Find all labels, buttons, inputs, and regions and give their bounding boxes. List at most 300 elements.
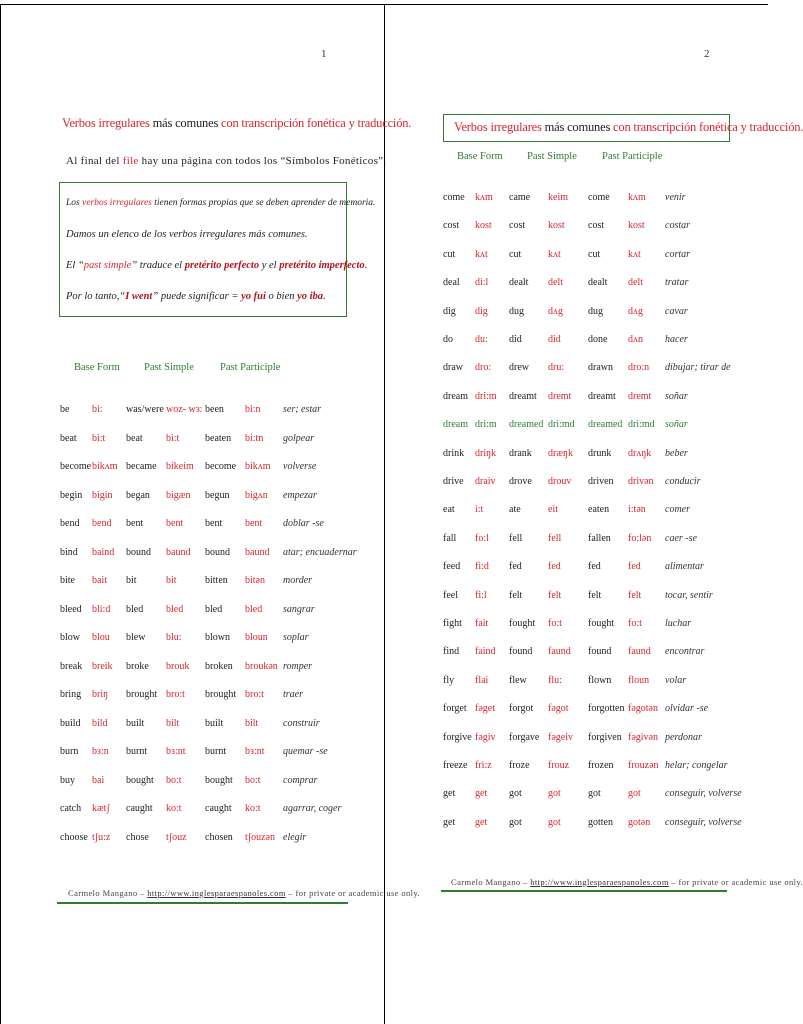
pp-phonetic: kʌt (628, 248, 641, 260)
past-simple: fought (509, 618, 536, 629)
title-red-part: Verbos irregulares (62, 116, 150, 130)
past-simple: cost (509, 220, 526, 232)
past-participle: come (588, 192, 610, 203)
footer-rule (441, 890, 727, 892)
past-participle: broken (205, 660, 233, 672)
note-text: ” traduce el (131, 260, 185, 271)
page-title (62, 116, 411, 131)
translation: tocar, sentir (665, 589, 713, 601)
base-phonetic: blou (92, 632, 110, 643)
translation: soplar (283, 632, 309, 643)
past-simple: drank (509, 447, 532, 459)
past-simple: broke (126, 660, 149, 672)
base-form: bind (60, 546, 78, 558)
past-phonetic: keim (548, 192, 568, 203)
past-participle: eaten (588, 504, 610, 516)
past-participle: gotten (588, 816, 613, 828)
pp-phonetic: drivən (628, 476, 654, 487)
base-form: break (60, 660, 83, 672)
base-form: deal (443, 277, 460, 289)
base-form: bend (60, 518, 80, 529)
note-line-2 (66, 229, 308, 240)
base-form: feel (443, 589, 458, 601)
pp-phonetic: fed (628, 561, 641, 573)
past-participle: burnt (205, 746, 227, 757)
base-phonetic: bз:n (92, 746, 109, 757)
title-black-part: más comunes (541, 120, 614, 134)
pp-phonetic: got (628, 788, 641, 800)
table-row (386, 675, 766, 691)
past-participle: dug (588, 305, 603, 317)
translation: romper (283, 660, 313, 672)
table-row (386, 249, 766, 265)
base-form: do (443, 334, 453, 345)
base-phonetic: get (475, 788, 488, 800)
table-row (2, 746, 383, 762)
table-row (386, 476, 766, 492)
past-participle: become (205, 461, 237, 472)
pp-phonetic: ko:t (245, 803, 261, 814)
past-simple: forgave (509, 731, 540, 743)
pp-phonetic: bikʌm (245, 461, 271, 472)
past-phonetic: drouv (548, 476, 572, 487)
past-phonetic: kʌt (548, 248, 561, 260)
translation: sangrar (283, 603, 315, 615)
base-form: drive (443, 476, 464, 487)
past-participle: drunk (588, 447, 612, 459)
past-phonetic: got (548, 816, 561, 828)
note-text: . (364, 260, 368, 271)
table-row (2, 575, 383, 591)
past-phonetic: fəgeiv (548, 731, 573, 743)
table-row (2, 832, 383, 848)
base-form: build (60, 717, 81, 729)
table-row (2, 433, 383, 449)
base-phonetic: kʌt (475, 248, 488, 260)
table-row (386, 732, 766, 748)
past-simple: froze (509, 760, 530, 771)
pp-phonetic: bo:t (245, 774, 261, 786)
base-form: draw (443, 362, 463, 374)
page-title (454, 120, 803, 135)
base-phonetic: briŋ (92, 689, 109, 700)
base-phonetic: bli:d (92, 603, 111, 615)
base-phonetic: dig (475, 305, 488, 317)
base-phonetic: bigin (92, 489, 113, 501)
translation: comprar (283, 774, 318, 786)
past-phonetic: fell (548, 532, 562, 544)
translation: olvidar -se (665, 703, 709, 715)
note-line-1 (66, 198, 375, 208)
base-phonetic: dri:m (475, 419, 497, 431)
base-phonetic: dro: (475, 362, 492, 374)
past-phonetic: baund (166, 546, 191, 558)
past-simple: found (509, 646, 533, 658)
past-phonetic: tʃouz (166, 831, 187, 843)
translation: venir (665, 192, 686, 203)
note-red-text: past simple (83, 260, 132, 271)
translation: empezar (283, 489, 317, 501)
base-form: get (443, 788, 456, 800)
past-phonetic: bit (166, 575, 177, 586)
past-participle: drawn (588, 362, 613, 374)
pp-phonetic: dri:md (628, 419, 655, 431)
note-text: El “ (66, 260, 84, 271)
table-row (2, 518, 383, 534)
past-participle: begun (205, 489, 230, 501)
base-form: come (443, 192, 465, 203)
past-phonetic: dræŋk (548, 447, 573, 459)
base-phonetic: fəget (475, 703, 495, 715)
table-row (2, 718, 383, 734)
table-row (386, 504, 766, 520)
base-form: become (60, 461, 92, 472)
translation: caer -se (665, 532, 697, 544)
table-row (2, 632, 383, 648)
base-form: cut (443, 248, 456, 260)
translation: elegir (283, 831, 307, 843)
pp-phonetic: broukən (245, 660, 278, 672)
pp-phonetic: i:tən (628, 504, 646, 516)
past-participle: fed (588, 561, 601, 573)
past-simple: drew (509, 362, 529, 374)
past-simple: dreamt (509, 390, 537, 402)
pp-phonetic: bi:tn (245, 432, 264, 444)
base-phonetic: du: (475, 334, 488, 345)
past-simple: came (509, 192, 531, 203)
pp-phonetic: dro:n (628, 362, 650, 374)
base-phonetic: baind (92, 546, 115, 558)
past-phonetic: flu: (548, 674, 562, 686)
past-participle: built (205, 717, 224, 729)
base-form: catch (60, 803, 82, 814)
past-simple: bit (126, 575, 137, 586)
base-phonetic: driŋk (475, 447, 497, 459)
past-simple: burnt (126, 746, 148, 757)
table-row (2, 404, 383, 420)
past-simple: began (126, 489, 150, 501)
translation: quemar -se (283, 746, 328, 757)
past-simple: dealt (509, 277, 529, 289)
pp-phonetic: frouzən (628, 760, 659, 771)
translation: golpear (283, 432, 315, 444)
translation: tratar (665, 277, 689, 289)
table-row (386, 646, 766, 662)
table-row (386, 618, 766, 634)
frame-left (0, 4, 1, 1024)
header-past-participle: Past Participle (602, 151, 663, 162)
past-participle: flown (588, 674, 612, 686)
pp-phonetic: dʌg (628, 305, 643, 317)
footer-author: Carmelo Mangano – (451, 877, 531, 887)
title-red-part: Verbos irregulares (454, 120, 542, 134)
subtitle (66, 155, 386, 167)
past-simple: dreamed (509, 419, 544, 431)
past-simple: built (126, 717, 145, 729)
footer-notice: – for private or academic use only. (285, 888, 421, 898)
base-phonetic: tʃu:z (92, 831, 111, 843)
past-simple: forgot (509, 703, 534, 715)
base-phonetic: flai (475, 674, 489, 686)
past-simple: fell (509, 532, 523, 544)
past-participle: dreamed (588, 419, 623, 431)
note-text: y el (259, 260, 280, 271)
base-phonetic: bikʌm (92, 461, 118, 472)
table-row (386, 561, 766, 577)
past-phonetic: bled (166, 603, 184, 615)
pp-phonetic: fo:lən (628, 532, 652, 544)
note-text: Los (66, 198, 83, 208)
past-simple: bled (126, 603, 144, 615)
table-row (2, 661, 383, 677)
pp-phonetic: fəgotən (628, 703, 658, 715)
base-phonetic: dri:m (475, 390, 497, 402)
pp-phonetic: drʌŋk (628, 447, 652, 459)
note-bold-text: pretérito perfecto (184, 260, 260, 271)
base-phonetic: faind (475, 646, 496, 658)
title-red-part-2: con transcripción fonética y traducción. (221, 116, 412, 130)
header-base-form: Base Form (457, 151, 503, 162)
pp-phonetic: fo:t (628, 618, 642, 629)
base-phonetic: fəgiv (475, 731, 496, 743)
pp-phonetic: dʌn (628, 334, 643, 345)
table-row (2, 775, 383, 791)
translation: dibujar; tirar de (665, 362, 731, 374)
pp-phonetic: bro:t (245, 689, 264, 700)
footer-notice: – for private or academic use only. (668, 877, 803, 887)
past-phonetic: bent (166, 518, 184, 529)
subtitle-pre: Al final del (66, 155, 123, 167)
base-form: eat (443, 504, 455, 516)
past-simple: bought (126, 774, 154, 786)
note-line-3 (66, 260, 367, 271)
past-participle: fallen (588, 532, 611, 544)
pp-phonetic: bled (245, 603, 263, 615)
past-phonetic: fed (548, 561, 561, 573)
past-simple: caught (126, 803, 153, 814)
past-simple: did (509, 334, 522, 345)
page-number: 1 (321, 48, 327, 60)
table-row (386, 703, 766, 719)
past-participle: dreamt (588, 390, 616, 402)
past-participle: bent (205, 518, 223, 529)
base-phonetic: bi: (92, 404, 103, 415)
translation: comer (665, 504, 690, 516)
translation: perdonar (665, 731, 702, 743)
header-past-simple: Past Simple (144, 362, 194, 373)
past-participle: felt (588, 589, 602, 601)
past-phonetic: bro:t (166, 689, 185, 700)
past-phonetic: got (548, 788, 561, 800)
base-form: dream (443, 390, 468, 402)
note-text: tienen formas propias que se deben aprender de memoria. (151, 198, 376, 208)
past-simple: beat (126, 432, 143, 444)
past-simple: got (509, 788, 522, 800)
past-phonetic: faund (548, 646, 571, 658)
base-form: beat (60, 432, 77, 444)
pp-phonetic: floun (628, 674, 650, 686)
pp-phonetic: kost (628, 220, 645, 232)
table-row (386, 362, 766, 378)
base-form: fly (443, 674, 455, 686)
subtitle-post: hay una página con todos los “Símbolos Fonéticos”. (138, 155, 387, 167)
table-row (2, 689, 383, 705)
base-phonetic: fri:z (475, 760, 492, 771)
past-phonetic: fo:t (548, 618, 562, 629)
past-phonetic: frouz (548, 760, 570, 771)
past-participle: got (588, 788, 601, 800)
table-row (386, 448, 766, 464)
table-row (386, 391, 766, 407)
base-form: cost (443, 220, 460, 232)
past-participle: chosen (205, 831, 233, 843)
base-form: blow (60, 632, 80, 643)
past-simple: blew (126, 632, 146, 643)
title-box (443, 114, 803, 142)
translation: hacer (665, 334, 688, 345)
translation: soñar (665, 390, 688, 402)
translation: traer (283, 689, 303, 700)
past-participle: forgiven (588, 731, 622, 743)
page-number: 2 (704, 48, 710, 60)
base-form: fight (443, 618, 462, 629)
past-participle: bound (205, 546, 230, 558)
translation: doblar -se (283, 518, 324, 529)
past-participle: cost (588, 220, 605, 232)
past-phonetic: felt (548, 589, 562, 601)
note-box (59, 182, 376, 317)
base-phonetic: kætʃ (92, 803, 110, 814)
note-red-text: verbos irregulares (82, 198, 152, 208)
pp-phonetic: kʌm (628, 192, 646, 203)
base-phonetic: bild (92, 717, 108, 729)
past-participle: driven (588, 476, 614, 487)
past-simple: drove (509, 476, 532, 487)
base-form: choose (60, 831, 88, 843)
pp-phonetic: baund (245, 546, 270, 558)
base-phonetic: di:l (475, 277, 489, 289)
note-bold-text: yo iba (297, 291, 324, 302)
past-participle: bled (205, 603, 223, 615)
note-line-4 (66, 291, 326, 302)
pp-phonetic: bigʌn (245, 489, 268, 501)
base-form: be (60, 404, 70, 415)
past-phonetic: fəgot (548, 703, 569, 715)
note-text: ” puede significar = (152, 291, 242, 302)
base-form: drink (443, 447, 465, 459)
past-participle: found (588, 646, 612, 658)
past-simple: flew (509, 674, 527, 686)
base-form: bite (60, 575, 75, 586)
base-phonetic: fait (475, 618, 489, 629)
page-2 (386, 4, 803, 1022)
base-form: buy (60, 774, 75, 786)
past-phonetic: kost (548, 220, 565, 232)
past-phonetic: bo:t (166, 774, 182, 786)
pp-phonetic: fəgivən (628, 731, 658, 743)
past-simple: ate (509, 504, 521, 516)
base-form: forgive (443, 731, 472, 743)
past-participle: bought (205, 774, 233, 786)
past-simple: dug (509, 305, 524, 317)
past-participle: dealt (588, 277, 608, 289)
table-row (386, 334, 766, 350)
base-phonetic: bend (92, 518, 112, 529)
past-simple: got (509, 816, 522, 828)
table-row (2, 490, 383, 506)
translation: construir (283, 717, 320, 729)
translation: cavar (665, 305, 688, 317)
translation: morder (283, 575, 313, 586)
base-phonetic: bait (92, 575, 107, 586)
past-phonetic: dru: (548, 362, 565, 374)
past-participle: fought (588, 618, 615, 629)
table-row (386, 817, 766, 833)
base-phonetic: fo:l (475, 532, 489, 544)
note-text: o bien (265, 291, 298, 302)
translation: alimentar (665, 561, 704, 573)
pp-phonetic: bi:n (245, 404, 261, 415)
footer-link[interactable]: http://www.inglesparaespanoles.com (147, 888, 286, 898)
pp-phonetic: dremt (628, 390, 652, 402)
translation: luchar (665, 618, 692, 629)
footer (451, 877, 803, 887)
past-phonetic: dʌg (548, 305, 563, 317)
table-row (386, 192, 766, 208)
base-form: dig (443, 305, 456, 317)
table-row (386, 419, 766, 435)
note-text: . (323, 291, 326, 302)
page-1 (2, 4, 421, 1022)
pp-phonetic: faund (628, 646, 651, 658)
base-form: find (443, 646, 460, 658)
table-row (2, 604, 383, 620)
table-row (2, 547, 383, 563)
base-phonetic: fi:l (475, 589, 487, 601)
past-simple: felt (509, 589, 523, 601)
base-phonetic: kʌm (475, 192, 493, 203)
base-form: bring (60, 689, 82, 700)
base-form: get (443, 816, 456, 828)
past-phonetic: bilt (166, 717, 180, 729)
translation: costar (665, 220, 690, 232)
past-phonetic: bigæn (166, 489, 191, 501)
table-row (2, 461, 383, 477)
past-participle: blown (205, 632, 230, 643)
footer (68, 888, 420, 898)
title-red-part-2: con transcripción fonética y traducción. (613, 120, 803, 134)
past-participle: been (205, 404, 224, 415)
footer-rule (57, 902, 348, 904)
past-phonetic: delt (548, 277, 563, 289)
translation: conseguir, volverse (665, 788, 742, 800)
table-row (386, 760, 766, 776)
past-phonetic: bi:t (166, 432, 180, 444)
base-form: dream (443, 419, 468, 431)
base-phonetic: kost (475, 220, 492, 232)
past-participle: brought (205, 689, 237, 700)
past-phonetic: dri:md (548, 419, 575, 431)
base-form: forget (443, 703, 467, 715)
past-participle: frozen (588, 760, 614, 771)
table-row (386, 533, 766, 549)
translation: soñar (665, 419, 688, 431)
translation: cortar (665, 248, 690, 260)
footer-link[interactable]: http://www.inglesparaespanoles.com (530, 877, 669, 887)
translation: helar; congelar (665, 760, 728, 771)
pp-phonetic: delt (628, 277, 643, 289)
past-phonetic: did (548, 334, 561, 345)
